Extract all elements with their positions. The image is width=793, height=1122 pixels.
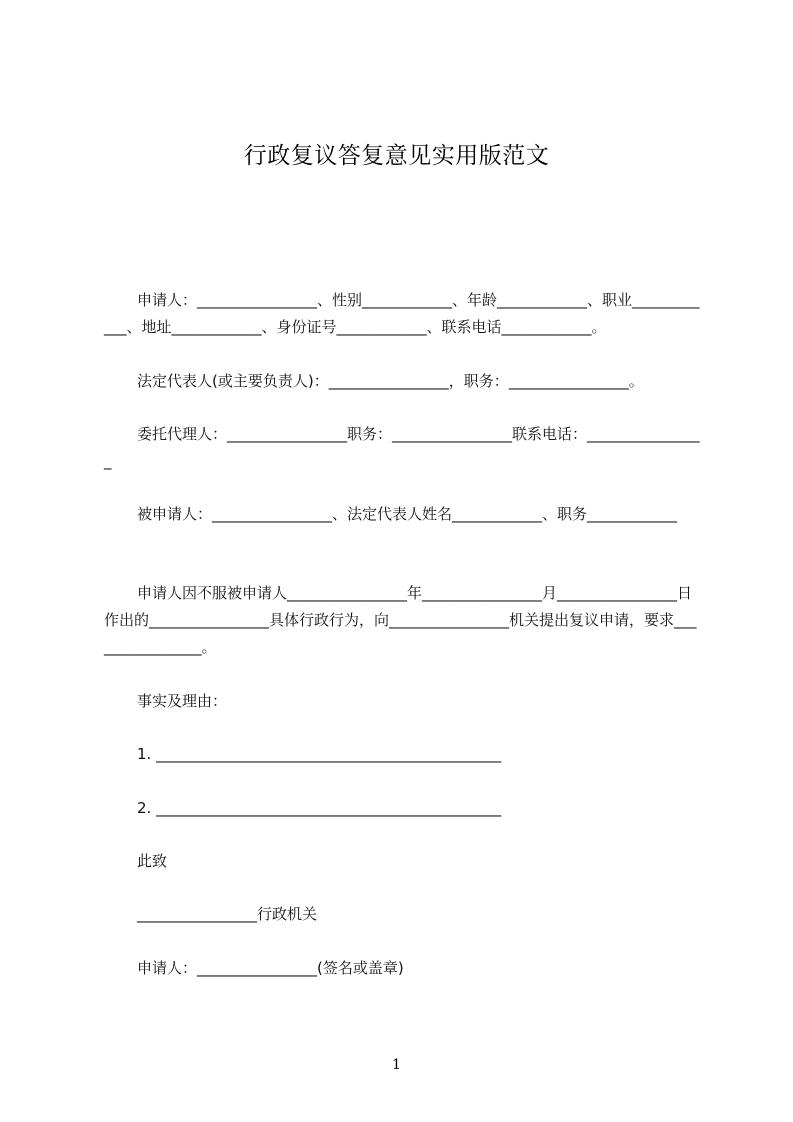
legal-representative-paragraph: 法定代表人(或主要负责人)：________________，职务：________________。 bbox=[137, 372, 644, 390]
page-number: 1 bbox=[392, 1057, 401, 1073]
respondent-paragraph: 被申请人：________________、法定代表人姓名____________、职务____________ bbox=[137, 505, 678, 523]
reason-item-2: 2. ______________________________________________ bbox=[137, 799, 502, 817]
applicant-info-paragraph: 申请人：________________、性别____________、年龄____________、职业____________、地址____________、身份证号____________、联系电话____________。 bbox=[104, 291, 700, 336]
closing-salutation: 此致 bbox=[137, 852, 168, 870]
signature-line: 申请人：________________(签名或盖章) bbox=[137, 959, 404, 977]
facts-heading: 事实及理由： bbox=[137, 692, 228, 710]
authority-line: ________________行政机关 bbox=[137, 905, 318, 923]
request-paragraph: 申请人因不服被申请人________________年________________月________________日作出的________________具体行政行为，向________________机关提出复议申请，要求________________。 bbox=[104, 584, 697, 656]
agent-paragraph: 委托代理人：________________职务：________________联系电话：________________ bbox=[104, 425, 700, 470]
reason-item-1: 1. ______________________________________________ bbox=[137, 745, 502, 763]
page-title: 行政复议答复意见实用版范文 bbox=[243, 143, 550, 169]
